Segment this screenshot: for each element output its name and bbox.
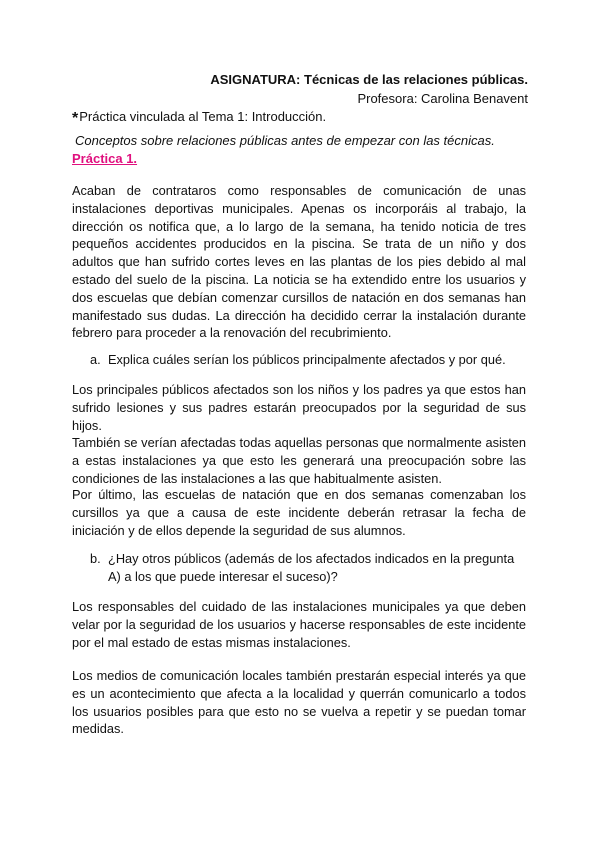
practice-link: [72, 109, 326, 128]
answer-a-paragraph-2: También se verían afectadas todas aquellas personas que normalmente asisten a estas instalaciones ya que esto les generará una preocupación sobre las condiciones de las instalaciones a las que habitualmente asisten.: [72, 435, 526, 486]
answer-b-paragraph-1: Los responsables del cuidado de las instalaciones municipales ya que deben velar por la seguridad de los usuarios y hacerse responsables de este incidente por el mal estado de estas mismas instalaciones.: [72, 599, 526, 650]
practice-link-text: Práctica vinculada al Tema 1: Introducción.: [79, 109, 327, 124]
question-b-marker: b.: [90, 551, 101, 566]
case-paragraph: Acaban de contrataros como responsables de comunicación de unas instalaciones deportivas municipales. Apenas os incorporáis al trabajo, la dirección os notifica que, a lo largo de la semana, ha tenido noticia de tres pequeños accidentes producidos en la piscina. Se trata de un niño y dos adultos que han sufrido cortes leves en las plantas de los pies debido al mal estado del suelo de la piscina. La noticia se ha extendido entre los usuarios y dos escuelas que debían comenzar cursillos de natación en dos semanas han manifestado sus dudas. La dirección ha decidido cerrar la instalación durante febrero para proceder a la renovación del recubrimiento.: [72, 183, 526, 341]
asterisk-marker: *: [72, 110, 79, 127]
question-a-text: Explica cuáles serían los públicos principalmente afectados y por qué.: [108, 352, 506, 367]
concepts-subtitle: Conceptos sobre relaciones públicas antes de empezar con las técnicas.: [75, 133, 495, 148]
answer-a-paragraph-3: Por último, las escuelas de natación que en dos semanas comenzaban los cursillos ya que a causa de este incidente deberán retrasar la fecha de iniciación y de ellos depende la seguridad de sus alumnos.: [72, 487, 526, 538]
answer-b-paragraph-2: Los medios de comunicación locales también prestarán especial interés ya que es un acontecimiento que afecta a la localidad y querrán comunicarlo a todos los usuarios posibles para que esto no se vuelva a repetir y se puedan tomar medidas.: [72, 668, 526, 737]
question-a: [90, 351, 526, 369]
question-b: [90, 550, 526, 586]
subject-heading: ASIGNATURA: Técnicas de las relaciones públicas.: [210, 72, 528, 87]
question-b-text: ¿Hay otros públicos (además de los afectados indicados en la pregunta A) a los que puede interesar el suceso)?: [108, 551, 515, 584]
practice-title: Práctica 1.: [72, 151, 138, 166]
answer-a-paragraph-1: Los principales públicos afectados son los niños y los padres ya que estos han sufrido lesiones y sus padres estarán preocupados por la seguridad de sus hijos.: [72, 382, 526, 433]
question-a-marker: a.: [90, 352, 101, 367]
teacher-name: Profesora: Carolina Benavent: [357, 91, 528, 106]
